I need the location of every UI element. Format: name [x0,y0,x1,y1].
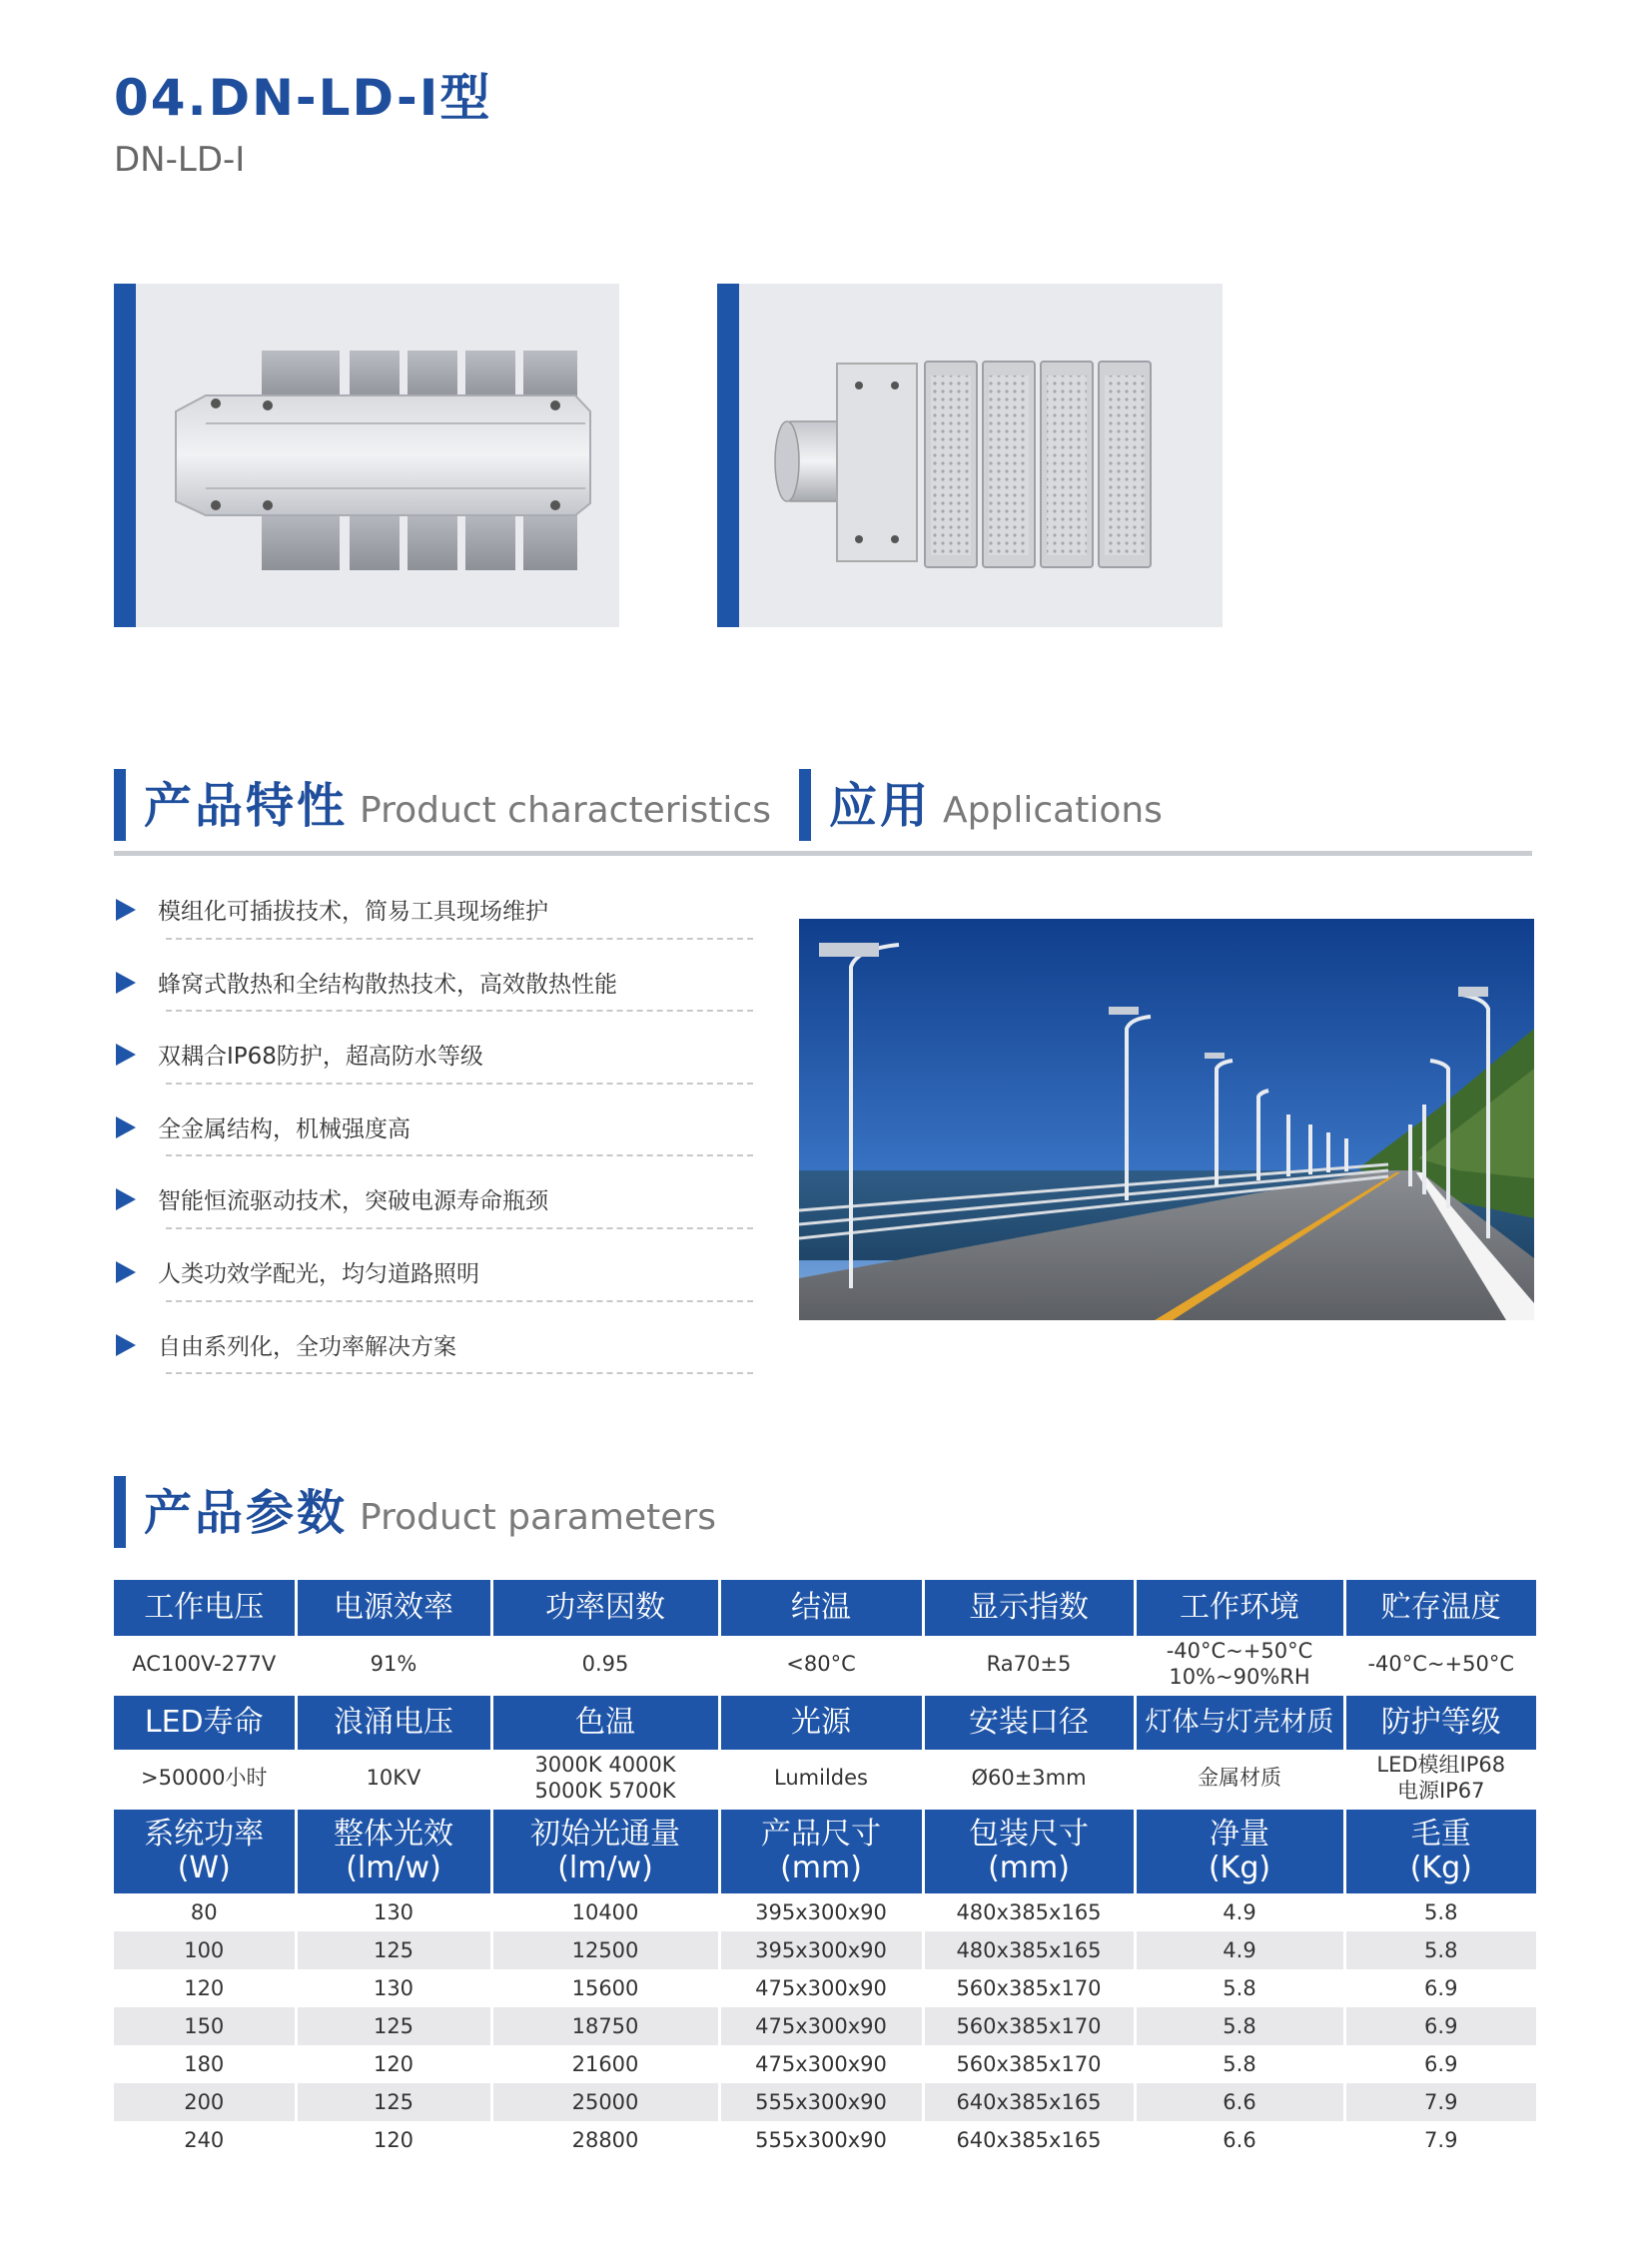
table-cell: 5.8 [1135,2045,1344,2083]
bullet-arrow-icon [116,1334,136,1356]
table-cell: 5.8 [1424,1900,1458,1924]
table-cell: 125 [296,1931,491,1969]
table-cell: 18750 [491,2007,719,2045]
feature-item [114,879,753,952]
value-row-1 [114,1636,1536,1694]
table-cell: 6.6 [1135,2121,1344,2159]
table-cell: 10400 [491,1893,719,1931]
table-cell: 5.8 [1135,1969,1344,2007]
table-cell: 12500 [491,1931,719,1969]
value-cell: -40°C~+50°C 10%~90%RH [1135,1636,1344,1694]
table-cell: 6.9 [1344,2007,1536,2045]
header-cell: 工作电压 [114,1580,296,1636]
header-cell: LED寿命 [114,1694,296,1750]
table-cell: 21600 [491,2045,719,2083]
table-cell: 6.9 [1424,2052,1458,2076]
table-cell: 28800 [491,2121,719,2159]
feature-item [114,1241,753,1314]
table-cell: 4.9 [1135,1931,1344,1969]
header-cell: 电源效率 [296,1580,491,1636]
table-row [114,1893,1536,1931]
table-cell: 7.9 [1344,2083,1536,2121]
table-cell: 5.8 [1135,2007,1344,2045]
table-cell: 475x300x90 [719,1969,923,2007]
feature-text: 智能恒流驱动技术，突破电源寿命瓶颈 [158,1188,548,1215]
header-cell: 安装口径 [923,1694,1135,1750]
product-photo-bottom [717,284,1223,627]
table-cell: 6.9 [1424,1976,1458,2000]
params-title-en: Product parameters [360,1497,716,1538]
feature-item [114,1168,753,1241]
header-cell: 整体光效 (lm/w) [296,1808,491,1893]
value-cell: <80°C [719,1636,923,1694]
table-cell: 555x300x90 [719,2121,923,2159]
table-cell: 125 [296,2083,491,2121]
header-cell: 防护等级 [1344,1694,1536,1750]
page-subtitle: DN-LD-I [114,140,246,180]
table-cell: 475x300x90 [719,2007,923,2045]
header-cell: 产品尺寸 (mm) [719,1808,923,1893]
section-accent-bar [114,769,126,841]
header-cell: 工作环境 [1135,1580,1344,1636]
table-cell: 555x300x90 [719,2083,923,2121]
feature-item [114,1024,753,1097]
applications-section-header [799,767,1163,836]
table-cell: 180 [114,2045,296,2083]
header-cell: 包装尺寸 (mm) [923,1808,1135,1893]
value-cell: 金属材质 [1135,1750,1344,1808]
value-cell: 0.95 [491,1636,719,1694]
section-accent-bar [799,769,811,841]
features-list [114,879,753,1386]
header-row-1 [114,1580,1536,1636]
section-divider [114,851,1532,856]
product-bottom-illustration [739,284,1223,627]
table-cell: 395x300x90 [719,1893,923,1931]
application-photo [799,919,1534,1320]
header-cell: 系统功率 (W) [114,1808,296,1893]
bullet-arrow-icon [116,899,136,921]
table-cell: 200 [114,2083,296,2121]
feature-text: 全金属结构，机械强度高 [158,1116,411,1142]
table-row [114,1969,1536,2007]
applications-title-cn: 应用 [829,778,932,834]
table-cell: 130 [296,1969,491,2007]
table-cell: 15600 [491,1969,719,2007]
value-cell: Ra70±5 [923,1636,1135,1694]
value-cell: Lumildes [719,1750,923,1808]
features-title-cn: 产品特性 [144,778,349,834]
photo-accent-bar [114,284,136,627]
value-cell: LED模组IP68 电源IP67 [1344,1750,1536,1808]
value-cell: 10KV [296,1750,491,1808]
feature-item [114,952,753,1025]
table-cell: 5.8 [1344,1931,1536,1969]
header-cell: 结温 [719,1580,923,1636]
params-title-cn: 产品参数 [144,1485,349,1541]
table-cell: 120 [114,1969,296,2007]
value-cell: AC100V-277V [114,1636,296,1694]
table-cell: 6.6 [1135,2083,1344,2121]
header-cell: 浪涌电压 [296,1694,491,1750]
features-title-en: Product characteristics [360,790,771,831]
header-cell: 灯体与灯壳材质 [1135,1694,1344,1750]
table-row [114,2045,1536,2083]
features-section-header [114,767,771,836]
params-table [114,1580,1536,2159]
table-cell: 475x300x90 [719,2045,923,2083]
table-row [114,1931,1536,1969]
table-cell: 4.9 [1135,1893,1344,1931]
header-cell: 显示指数 [923,1580,1135,1636]
table-cell: 560x385x170 [923,2045,1135,2083]
table-cell: 100 [114,1931,296,1969]
table-cell: 130 [296,1893,491,1931]
value-cell: -40°C~+50°C [1344,1636,1536,1694]
feature-text: 蜂窝式散热和全结构散热技术，高效散热性能 [158,971,617,998]
table-cell: 560x385x170 [923,2007,1135,2045]
feature-text: 双耦合IP68防护，超高防水等级 [158,1044,483,1071]
table-row [114,2007,1536,2045]
table-cell: 120 [296,2121,491,2159]
value-cell: 91% [296,1636,491,1694]
product-top-illustration [136,284,619,627]
value-cell: 3000K 4000K 5000K 5700K [491,1750,719,1808]
header-cell: 贮存温度 [1344,1580,1536,1636]
header-row-3 [114,1808,1536,1893]
table-cell: 640x385x165 [923,2121,1135,2159]
params-section-header [114,1474,716,1543]
table-cell: 80 [114,1893,296,1931]
table-cell: 640x385x165 [923,2083,1135,2121]
table-row [114,2121,1536,2159]
header-cell: 初始光通量 (lm/w) [491,1808,719,1893]
table-cell: 120 [296,2045,491,2083]
bullet-arrow-icon [116,1188,136,1210]
header-cell: 毛重 (Kg) [1344,1808,1536,1893]
table-cell: 480x385x165 [923,1893,1135,1931]
feature-text: 人类功效学配光，均匀道路照明 [158,1260,479,1287]
value-cell: Ø60±3mm [923,1750,1135,1808]
table-cell: 125 [296,2007,491,2045]
bullet-arrow-icon [116,1117,136,1138]
table-cell: 480x385x165 [923,1931,1135,1969]
product-photo-top [114,284,619,627]
photo-accent-bar [717,284,739,627]
applications-title-en: Applications [943,790,1163,831]
header-cell: 色温 [491,1694,719,1750]
table-cell: 25000 [491,2083,719,2121]
page-title: 04.DN-LD-I型 [114,69,492,127]
header-cell: 光源 [719,1694,923,1750]
table-row [114,2083,1536,2121]
table-cell: 240 [114,2121,296,2159]
feature-text: 自由系列化，全功率解决方案 [158,1333,456,1360]
value-cell: >50000小时 [114,1750,296,1808]
section-accent-bar [114,1476,126,1548]
table-cell: 560x385x170 [923,1969,1135,2007]
bullet-arrow-icon [116,1261,136,1283]
header-cell: 功率因数 [491,1580,719,1636]
table-cell: 395x300x90 [719,1931,923,1969]
feature-item [114,1097,753,1169]
bullet-arrow-icon [116,972,136,994]
table-cell: 7.9 [1424,2128,1458,2152]
table-cell: 150 [114,2007,296,2045]
header-cell: 净量 (Kg) [1135,1808,1344,1893]
header-row-2 [114,1694,1536,1750]
feature-text: 模组化可插拔技术，简易工具现场维护 [158,899,548,925]
value-row-2 [114,1750,1536,1808]
feature-item [114,1314,753,1387]
bullet-arrow-icon [116,1044,136,1066]
